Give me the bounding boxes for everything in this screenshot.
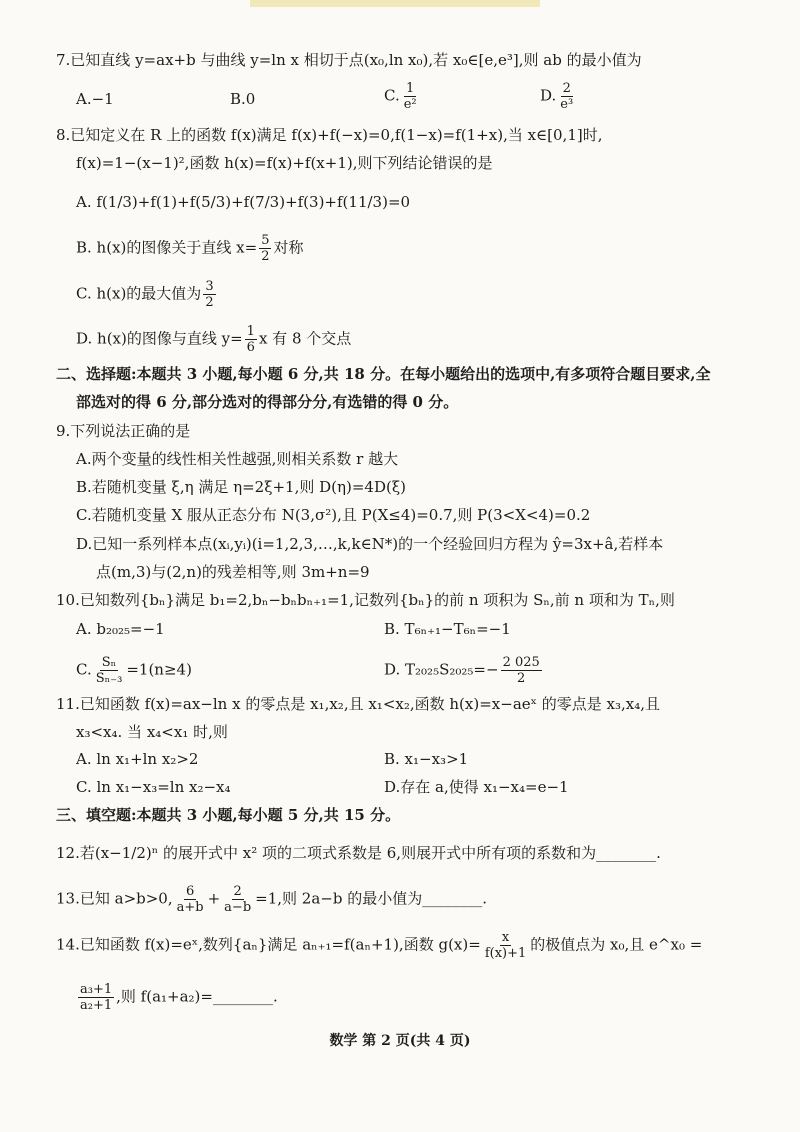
q8-c-num: 3 — [205, 279, 214, 294]
q10-d-den: 2 — [517, 671, 526, 686]
q7-d-den: e³ — [560, 97, 574, 112]
q8-d-pre: D. h(x)的图像与直线 y= — [76, 329, 243, 348]
q9-option-c: C.若随机变量 X 服从正态分布 N(3,σ²),且 P(X≤4)=0.7,则 P(3<X<4)=0.2 — [76, 506, 591, 524]
q13-fraction-2 — [222, 885, 253, 914]
q10-c-fraction — [94, 656, 125, 685]
q11-stem-1: 11.已知函数 f(x)=ax−ln x 的零点是 x₁,x₂,且 x₁<x₂,函数 h(x)=x−aeˣ 的零点是 x₃,x₄,且 — [56, 695, 661, 713]
q10-option-a: A. b₂₀₂₅=−1 — [76, 620, 165, 638]
q8-d-num: 1 — [246, 324, 255, 339]
q13-post: =1,则 2a−b 的最小值为________. — [255, 889, 487, 908]
q7-option-c — [384, 82, 421, 111]
q13-f1-num: 6 — [185, 884, 195, 899]
q8-d-post: x 有 8 个交点 — [258, 329, 352, 348]
q10-c-post: =1(n≥4) — [126, 660, 192, 679]
q10-c-num: Sₙ — [101, 655, 117, 670]
section-2-heading-2: 部选对的得 6 分,部分选对的得部分分,有选错的得 0 分。 — [76, 393, 459, 411]
q11-stem-2: x₃<x₄. 当 x₄<x₁ 时,则 — [76, 723, 228, 741]
q7-stem: 7.已知直线 y=ax+b 与曲线 y=ln x 相切于点(x₀,ln x₀),若 x₀∈[e,e³],则 ab 的最小值为 — [56, 51, 642, 69]
q8-option-b — [76, 234, 303, 263]
q8-c-fraction — [203, 280, 215, 309]
q8-b-den: 2 — [261, 249, 270, 264]
q8-b-fraction — [259, 234, 271, 263]
q8-b-post: 对称 — [273, 238, 304, 257]
q13-f2-den: a−b — [224, 900, 252, 915]
q10-stem: 10.已知数列{bₙ}满足 b₁=2,bₙ−bₙbₙ₊₁=1,记数列{bₙ}的前 n 项积为 Sₙ,前 n 项和为 Tₙ,则 — [56, 591, 675, 609]
q11-option-c: C. ln x₁−x₃=ln x₂−x₄ — [76, 778, 231, 796]
q13-text — [56, 885, 487, 914]
q9-option-d-1: D.已知一系列样本点(xᵢ,yᵢ)(i=1,2,3,…,k,k∈N*)的一个经验回归方程为 ŷ=3x+â,若样本 — [76, 535, 664, 553]
q13-pre: 13.已知 a>b>0, — [56, 889, 173, 908]
q11-option-d: D.存在 a,使得 x₁−x₄=e−1 — [384, 778, 569, 796]
q14-g-num: x — [501, 930, 510, 945]
q8-b-num: 5 — [261, 233, 270, 248]
q10-d-fraction — [501, 656, 542, 685]
q14-r-num: a₃+1 — [80, 982, 113, 997]
q13-f2-num: 2 — [233, 884, 242, 899]
q7-c-fraction — [402, 82, 419, 111]
q9-stem: 9.下列说法正确的是 — [56, 422, 191, 440]
section-3-heading: 三、填空题:本题共 3 小题,每小题 5 分,共 15 分。 — [56, 806, 401, 824]
q7-c-prefix: C. — [384, 86, 400, 105]
q13-plus: + — [207, 889, 221, 908]
q8-option-c — [76, 280, 218, 309]
q7-option-a: A.−1 — [76, 90, 114, 108]
section-2-heading-1: 二、选择题:本题共 3 小题,每小题 6 分,共 18 分。在每小题给出的选项中,有多项符合题目要求,全 — [56, 365, 711, 383]
q8-d-fraction — [245, 325, 257, 354]
q8-d-den: 6 — [246, 340, 255, 355]
q14-line-1 — [56, 931, 702, 960]
q10-c-pre: C. — [76, 660, 92, 679]
q14-post: 的极值点为 x₀,且 e^x₀ = — [530, 935, 703, 954]
q7-option-b: B.0 — [230, 90, 256, 108]
top-scan-band — [250, 0, 540, 7]
q14-line-2 — [76, 983, 278, 1012]
q9-option-b: B.若随机变量 ξ,η 满足 η=2ξ+1,则 D(η)=4D(ξ) — [76, 478, 406, 496]
q8-option-d — [76, 325, 351, 354]
q10-option-c — [76, 656, 192, 685]
q8-c-pre: C. h(x)的最大值为 — [76, 284, 202, 303]
q7-option-d — [540, 82, 577, 111]
q10-d-num: 2 025 — [502, 655, 540, 670]
q8-stem-2: f(x)=1−(x−1)²,函数 h(x)=f(x)+f(x+1),则下列结论错误的是 — [76, 154, 493, 172]
q14-g-fraction — [483, 931, 528, 960]
q8-stem-1: 8.已知定义在 R 上的函数 f(x)满足 f(x)+f(−x)=0,f(1−x)=f(1+x),当 x∈[0,1]时, — [56, 126, 603, 144]
q10-c-den: Sₙ₋₃ — [95, 671, 123, 686]
q10-option-b: B. T₆ₙ₊₁−T₆ₙ=−1 — [384, 620, 511, 638]
q9-option-a: A.两个变量的线性相关性越强,则相关系数 r 越大 — [76, 450, 399, 468]
q10-d-pre: D. T₂₀₂₅S₂₀₂₅=− — [384, 660, 499, 679]
q11-option-b: B. x₁−x₃>1 — [384, 750, 469, 768]
q14-pre: 14.已知函数 f(x)=eˣ,数列{aₙ}满足 aₙ₊₁=f(aₙ+1),函数 g(x)= — [56, 935, 481, 954]
q14-r-den: a₂+1 — [80, 998, 113, 1013]
q12-text: 12.若(x−1/2)ⁿ 的展开式中 x² 项的二项式系数是 6,则展开式中所有项的系数和为________. — [56, 844, 661, 862]
q7-c-den: e² — [403, 97, 417, 112]
page-footer: 数学 第 2 页(共 4 页) — [329, 1033, 471, 1049]
q10-option-d — [384, 656, 544, 685]
q8-option-a: A. f(1/3)+f(1)+f(5/3)+f(7/3)+f(3)+f(11/3)=0 — [76, 193, 411, 211]
q7-c-num: 1 — [406, 81, 415, 96]
q13-f1-den: a+b — [176, 900, 204, 915]
q9-option-d-2: 点(m,3)与(2,n)的残差相等,则 3m+n=9 — [96, 563, 370, 581]
q13-fraction-1 — [175, 885, 206, 914]
q14-ratio-fraction — [78, 983, 114, 1012]
q7-d-num: 2 — [562, 81, 571, 96]
q8-c-den: 2 — [205, 295, 214, 310]
q8-b-pre: B. h(x)的图像关于直线 x= — [76, 238, 258, 257]
q7-d-fraction — [558, 82, 575, 111]
q11-option-a: A. ln x₁+ln x₂>2 — [76, 750, 199, 768]
q14-tail: ,则 f(a₁+a₂)=________. — [116, 987, 278, 1006]
q14-g-den: f(x)+1 — [484, 946, 527, 961]
q7-d-prefix: D. — [540, 86, 557, 105]
